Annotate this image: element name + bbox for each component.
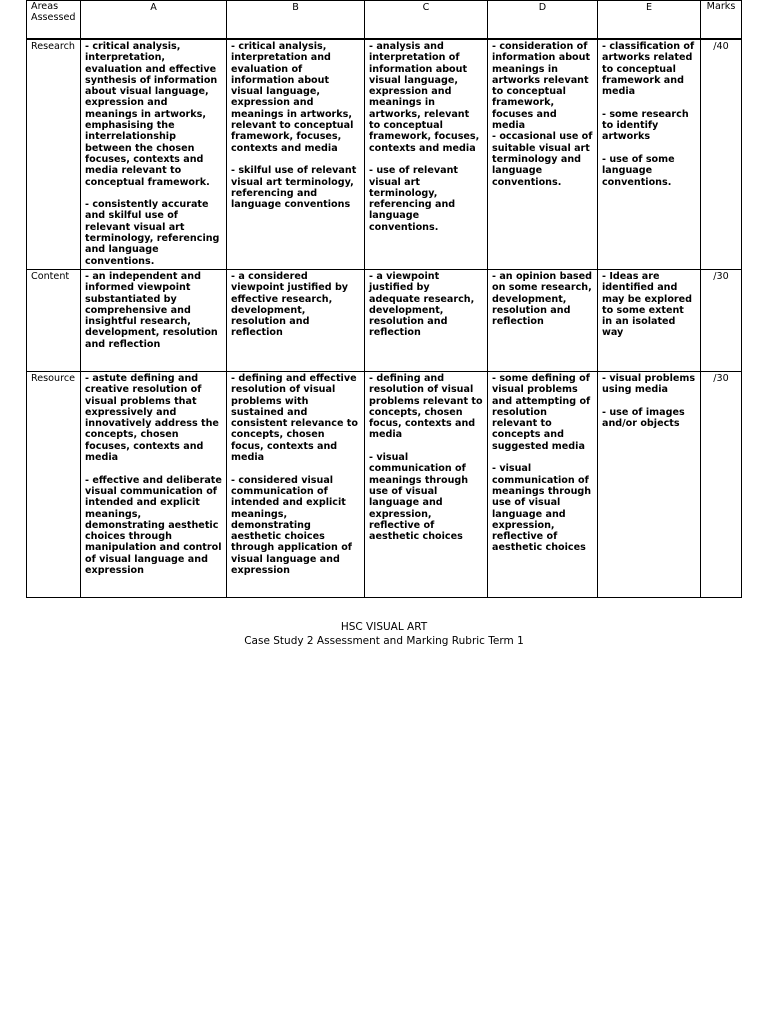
criteria-item: - Ideas are identified and may be explored to some extent in an isolated way xyxy=(602,270,693,339)
criteria-item: - consideration of information about meanings in artworks relevant to conceptual framework, focuses and media - occasional use of suitable visual art terminology and language conventions. xyxy=(492,41,593,188)
criteria-item: - use of relevant visual art terminology, referencing and language conventions. xyxy=(369,165,458,233)
marks-cell-content: /30 xyxy=(701,269,742,371)
criteria-cell-research-c xyxy=(365,39,488,269)
criteria-item: - critical analysis, interpretation, evaluation and effective synthesis of information about visual language, expression and meanings in artworks, emphasising the interrelationship between the chosen focuses, contexts and media relevant to conceptual framework. xyxy=(85,41,218,188)
header-grade-b: B xyxy=(227,1,365,40)
criteria-cell-content-a xyxy=(81,269,227,371)
criteria-cell-resource-d xyxy=(488,371,598,597)
criteria-cell-research-a xyxy=(81,39,227,269)
criteria-item: - some research to identify artworks xyxy=(602,108,689,143)
criteria-item: - some defining of visual problems and attempting of resolution relevant to concepts and suggested media xyxy=(492,372,591,452)
criteria-cell-content-e xyxy=(598,269,701,371)
rubric-table xyxy=(26,0,742,598)
criteria-item: - visual communication of meanings through use of visual language and expression, reflective of aesthetic choices xyxy=(369,452,469,543)
marks-cell-resource: /30 xyxy=(701,371,742,597)
criteria-cell-resource-c xyxy=(365,371,488,597)
header-grade-d: D xyxy=(488,1,598,40)
criteria-cell-research-b xyxy=(227,39,365,269)
criteria-cell-content-d xyxy=(488,269,598,371)
area-cell-research: Research xyxy=(27,39,81,269)
criteria-cell-resource-a xyxy=(81,371,227,597)
header-grade-c: C xyxy=(365,1,488,40)
criteria-item: - an opinion based on some research, development, resolution and reflection xyxy=(492,270,593,328)
criteria-item: - skilful use of relevant visual art terminology, referencing and language conventions xyxy=(231,165,357,211)
criteria-cell-content-b xyxy=(227,269,365,371)
criteria-item: - an independent and informed viewpoint substantiated by comprehensive and insightful research, development, resolution and reflection xyxy=(85,270,218,350)
caption-course-title: HSC VISUAL ART xyxy=(340,621,428,633)
caption-rubric-title: Case Study 2 Assessment and Marking Rubric Term 1 xyxy=(244,635,524,647)
header-grade-a: A xyxy=(81,1,227,40)
criteria-item: - defining and effective resolution of visual problems with sustained and consistent relevance to concepts, chosen focus, contexts and media xyxy=(231,372,358,464)
criteria-item: - use of images and/or objects xyxy=(602,406,685,430)
criteria-item: - analysis and interpretation of information about visual language, expression and meanings in artworks, relevant to conceptual framework, focuses, contexts and media xyxy=(369,41,480,154)
criteria-item: - consistently accurate and skilful use of relevant visual art terminology, referencing and language conventions. xyxy=(85,199,220,267)
criteria-item: - defining and resolution of visual problems relevant to concepts, chosen focus, contexts and media xyxy=(369,372,483,441)
marks-cell-research: /40 xyxy=(701,39,742,269)
criteria-cell-research-d xyxy=(488,39,598,269)
criteria-item: - use of some language conventions. xyxy=(602,153,675,188)
header-row xyxy=(27,1,742,40)
criteria-item: - astute defining and creative resolution of visual problems that expressively and innovatively address the concepts, chosen focuses, contexts and media xyxy=(85,372,219,464)
header-grade-e: E xyxy=(598,1,701,40)
criteria-item: - visual communication of meanings through use of visual language and expression, reflective of aesthetic choices xyxy=(492,463,592,554)
row-content xyxy=(27,269,742,371)
criteria-cell-resource-e xyxy=(598,371,701,597)
criteria-cell-research-e xyxy=(598,39,701,269)
criteria-item: - a viewpoint justified by adequate research, development, resolution and reflection xyxy=(369,270,475,339)
criteria-item: - considered visual communication of intended and explicit meanings, demonstrating aesthetic choices through application of visual language and expression xyxy=(231,474,352,576)
header-areas-assessed: Areas Assessed xyxy=(27,1,81,40)
criteria-item: - a considered viewpoint justified by effective research, development, resolution and reflection xyxy=(231,270,349,339)
criteria-item: - critical analysis, interpretation and evaluation of information about visual language, expression and meanings in artworks, relevant to conceptual framework, focuses, contexts and media xyxy=(231,41,354,154)
criteria-item: - visual problems using media xyxy=(602,372,696,396)
criteria-cell-content-c xyxy=(365,269,488,371)
header-marks: Marks xyxy=(701,1,742,40)
criteria-item: - effective and deliberate visual communication of intended and explicit meanings, demonstrating aesthetic choices through manipulation and control of visual language and expression xyxy=(85,474,222,576)
area-cell-content: Content xyxy=(27,269,81,371)
criteria-cell-resource-b xyxy=(227,371,365,597)
criteria-item: - classification of artworks related to conceptual framework and media xyxy=(602,41,695,98)
area-cell-resource: Resource xyxy=(27,371,81,597)
row-resource xyxy=(27,371,742,597)
row-research xyxy=(27,39,742,269)
